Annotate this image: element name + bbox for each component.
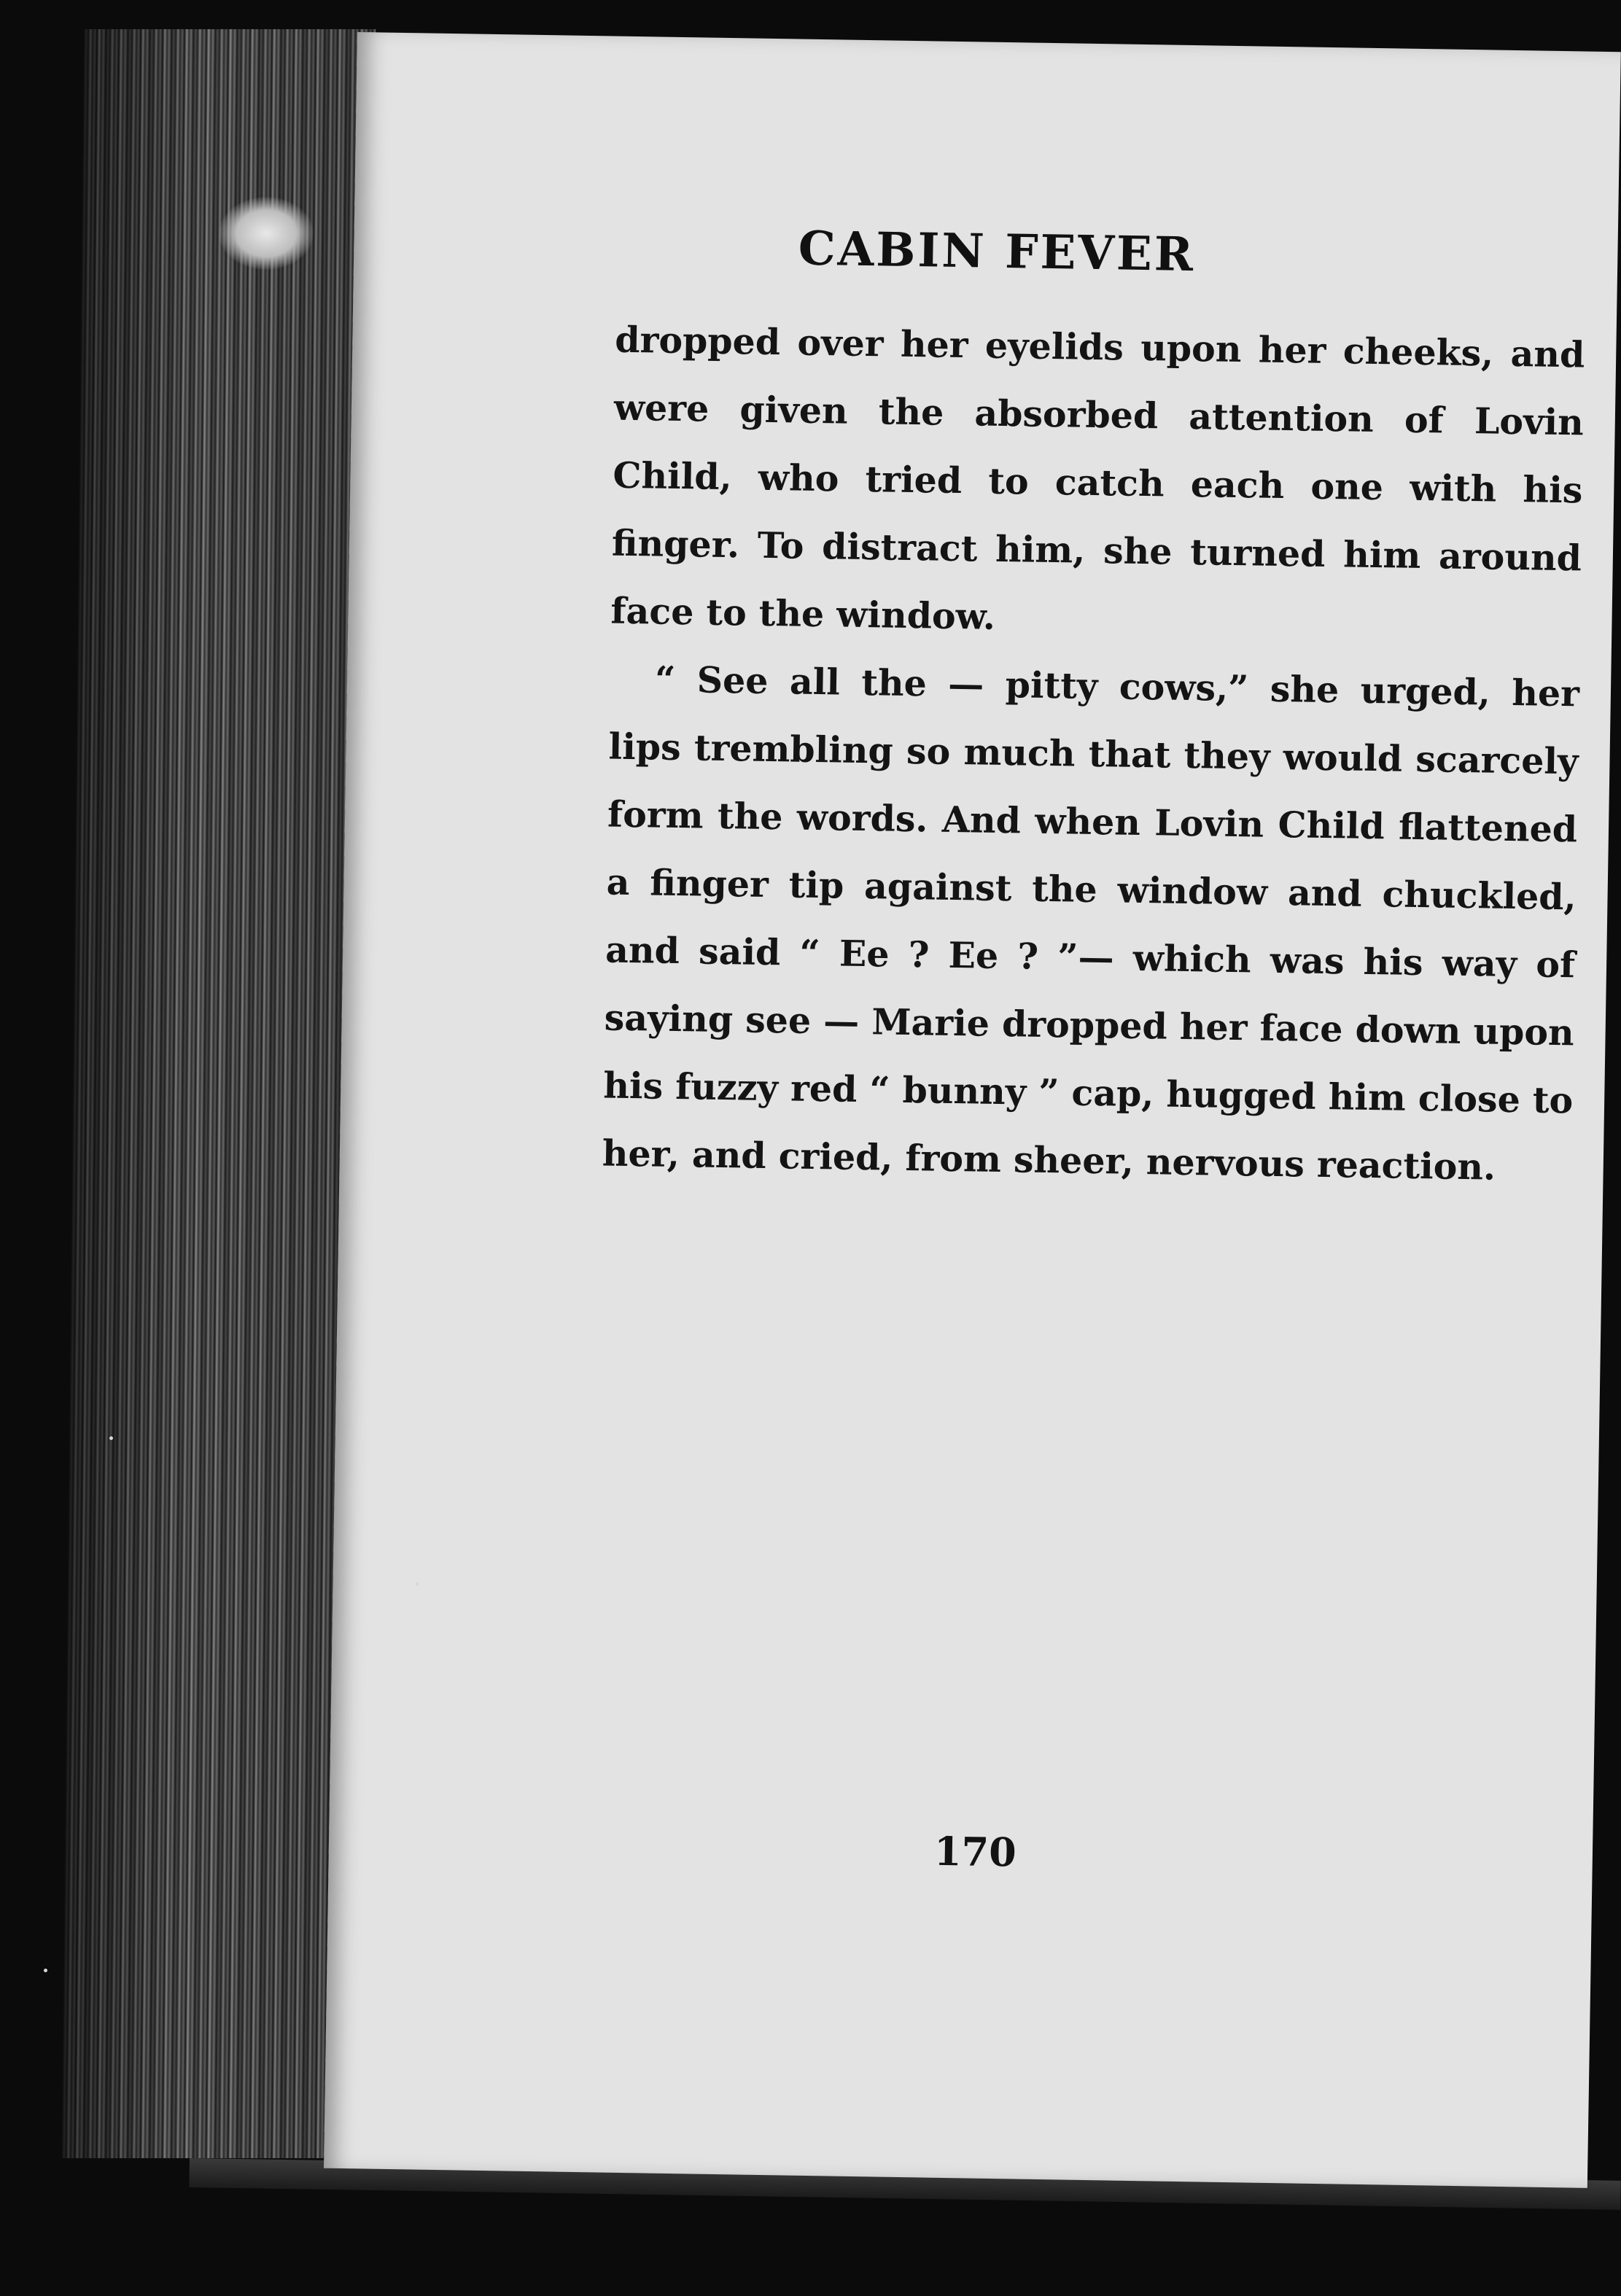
paragraph: “ See all the — pitty cows,” she urged, her lips trembling so much that they would scarcely form the words. And when Lovin Child flattened a finger tip against the window and chuckled, and said “ Ee ? Ee ? ”— which was his way of saying see — Marie dropped her face down upon his fuzzy red “ bunny ” cap, hugged him close to her, and cried, from sheer, nervous reaction. (602, 658, 1580, 1188)
page-number: 170 (933, 1827, 1017, 1876)
book-page (324, 32, 1621, 2188)
scan-speck (416, 1582, 419, 1586)
paper-blemish (219, 197, 314, 270)
body-text (602, 306, 1585, 1203)
paragraph: dropped over her eyelids upon her cheeks, and were given the absorbed attention of Lovin Child, who tried to catch each one with his finger. To distract him, she turned him around face to the window. (610, 318, 1585, 638)
scan-speck (44, 1969, 47, 1972)
running-head: CABIN FEVER (798, 221, 1196, 283)
scan-speck (109, 1436, 113, 1440)
